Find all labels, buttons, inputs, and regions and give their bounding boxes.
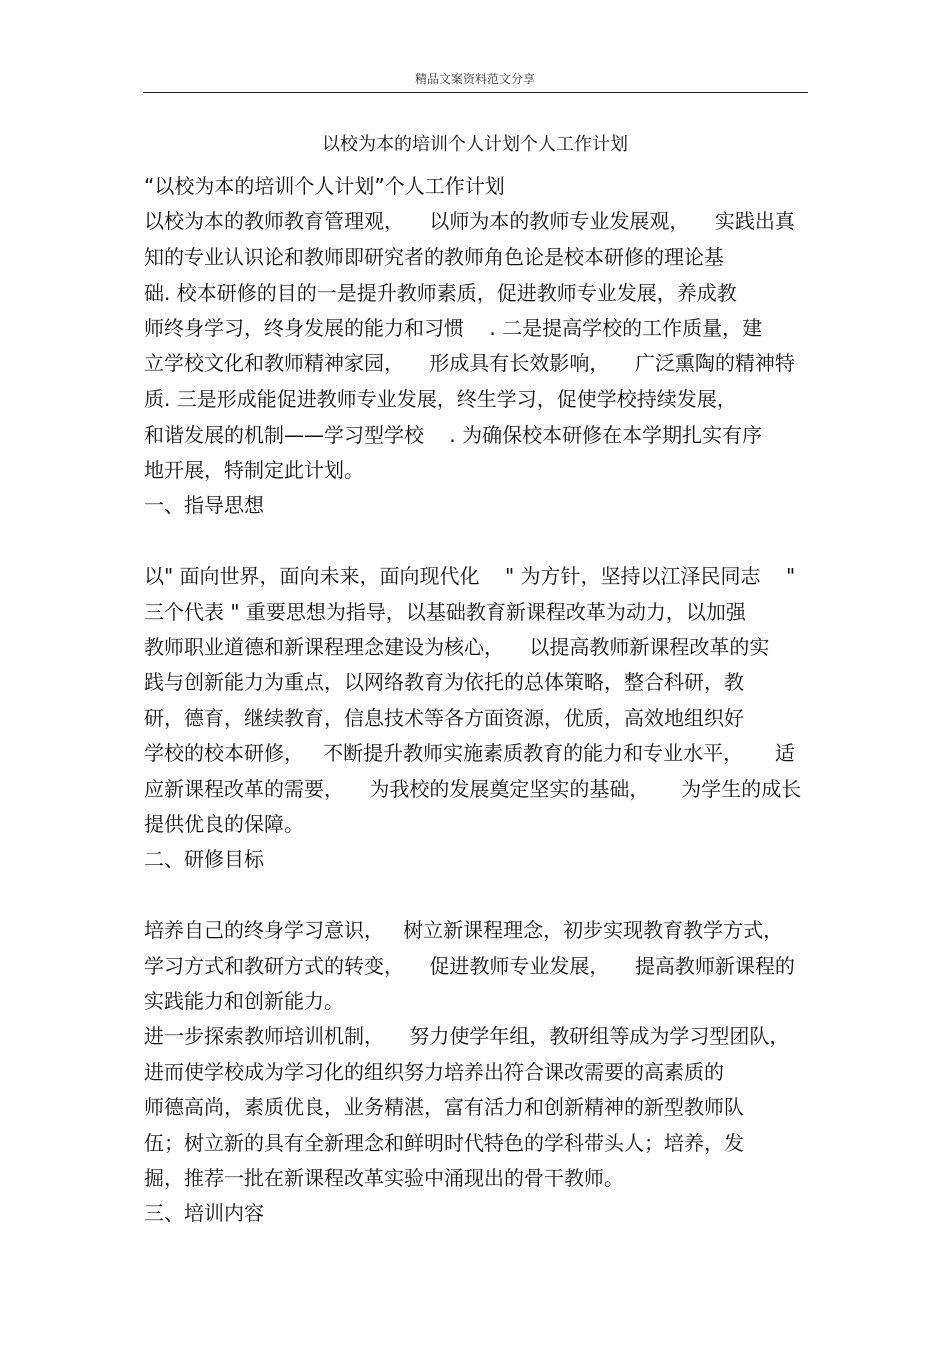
body-line: 进而使学校成为学习化的组织努力培养出符合课改需要的高素质的 — [144, 1060, 724, 1084]
body-line: 师终身学习，终身发展的能力和习惯 . 二是提高学校的工作质量，建 — [144, 316, 763, 340]
body-line: 培养自己的终身学习意识， 树立新课程理念，初步实现教育教学方式， — [144, 918, 784, 942]
body-line: 伍；树立新的具有全新理念和鲜明时代特色的学科带头人；培养，发 — [144, 1131, 744, 1155]
body-line: “以校为本的培训个人计划”个人工作计划 — [144, 174, 505, 198]
body-line: 教师职业道德和新课程理念建设为核心， 以提高教师新课程改革的实 — [144, 635, 770, 659]
body-line: 知的专业认识论和教师即研究者的教师角色论是校本研修的理论基 — [144, 245, 724, 269]
body-line: 学校的校本研修， 不断提升教师实施素质教育的能力和专业水平， 适 — [144, 741, 795, 765]
header-divider — [143, 92, 808, 93]
body-line: 三个代表 " 重要思想为指导，以基础教育新课程改革为动力，以加强 — [144, 600, 746, 624]
body-line: 地开展，特制定此计划。 — [144, 458, 364, 482]
document-title: 以校为本的培训个人计划个人工作计划 — [322, 134, 628, 155]
section-heading: 一、指导思想 — [144, 493, 264, 517]
body-line: 应新课程改革的需要， 为我校的发展奠定坚实的基础， 为学生的成长 — [144, 777, 802, 801]
body-line: 实践能力和创新能力。 — [144, 989, 344, 1013]
section-heading: 三、培训内容 — [144, 1201, 264, 1225]
body-line: 掘，推荐一批在新课程改革实验中涌现出的骨干教师。 — [144, 1166, 624, 1190]
body-line: 提供优良的保障。 — [144, 812, 304, 836]
body-line: 以" 面向世界，面向未来，面向现代化 " 为方针，坚持以江泽民同志 " — [144, 564, 796, 588]
body-line: 质. 三是形成能促进教师专业发展，终生学习，促使学校持续发展， — [144, 387, 737, 411]
body-line: 立学校文化和教师精神家园， 形成具有长效影响， 广泛熏陶的精神特 — [144, 351, 795, 375]
section-heading: 二、研修目标 — [144, 847, 264, 871]
body-line: 础. 校本研修的目的一是提升教师素质，促进教师专业发展，养成教 — [144, 281, 737, 305]
page-header-text: 精品文案资料范文分享 — [414, 72, 535, 86]
body-line: 进一步探索教师培训机制， 努力使学年组，教研组等成为学习型团队， — [144, 1024, 790, 1048]
body-line: 学习方式和教研方式的转变， 促进教师专业发展， 提高教师新课程的 — [144, 954, 795, 978]
body-line: 践与创新能力为重点，以网络教育为依托的总体策略，整合科研，教 — [144, 670, 744, 694]
body-line: 师德高尚，素质优良，业务精湛，富有活力和创新精神的新型教师队 — [144, 1095, 744, 1119]
body-line: 以校为本的教师教育管理观， 以师为本的教师专业发展观， 实践出真 — [144, 209, 795, 233]
body-line: 研，德育，继续教育，信息技术等各方面资源，优质，高效地组织好 — [144, 706, 744, 730]
body-line: 和谐发展的机制——学习型学校 . 为确保校本研修在本学期扎实有序 — [144, 423, 763, 447]
